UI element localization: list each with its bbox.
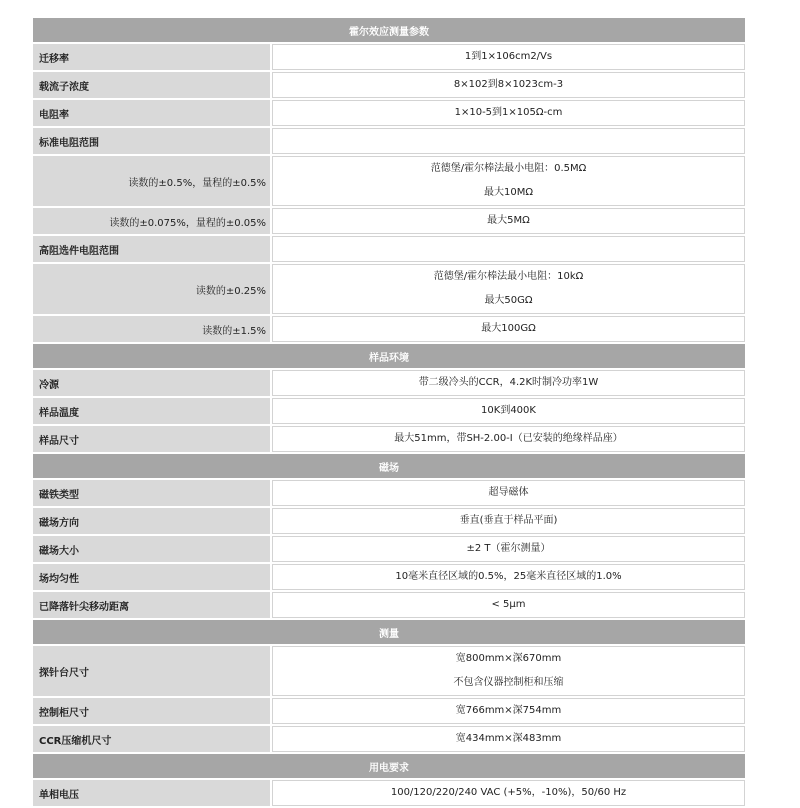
- row-label: 磁场大小: [33, 536, 270, 562]
- value-line: 超导磁体: [488, 487, 529, 498]
- table-row: [33, 398, 745, 424]
- table-row: [33, 370, 745, 396]
- row-label: CCR压缩机尺寸: [33, 726, 270, 752]
- value-line: 最大50GΩ: [484, 295, 533, 306]
- section-header: [33, 18, 745, 42]
- value-line: 范德堡/霍尔棒法最小电阻：10kΩ: [433, 271, 584, 282]
- row-label: 控制柜尺寸: [33, 698, 270, 724]
- value-line: < 5μm: [491, 599, 526, 610]
- section-header: [33, 620, 745, 644]
- value-line: 10K到400K: [481, 405, 536, 416]
- row-label: 迁移率: [33, 44, 270, 70]
- row-label: 冷源: [33, 370, 270, 396]
- value-line: 最大51mm，带SH-2.00-I（已安装的绝缘样品座）: [394, 433, 623, 444]
- section-title: 霍尔效应测量参数: [33, 18, 745, 42]
- row-value: [272, 480, 745, 506]
- table-row: [33, 236, 745, 262]
- value-line: 不包含仪器控制柜和压缩: [453, 677, 564, 688]
- value-line: 垂直(垂直于样品平面): [459, 515, 558, 526]
- value-line: 10毫米直径区域的0.5%，25毫米直径区域的1.0%: [395, 571, 622, 582]
- value-line: 最大10MΩ: [484, 187, 533, 198]
- row-label: 单相电压: [33, 780, 270, 806]
- section-header: [33, 754, 745, 778]
- row-value: [272, 236, 745, 262]
- section-title: 磁场: [33, 454, 745, 478]
- table-row: [33, 646, 745, 696]
- row-label: 样品温度: [33, 398, 270, 424]
- row-value: [272, 316, 745, 342]
- table-row: [33, 726, 745, 752]
- row-value: [272, 698, 745, 724]
- row-value: [272, 564, 745, 590]
- table-row: [33, 264, 745, 314]
- section-title: 样品环境: [33, 344, 745, 368]
- table-row: [33, 208, 745, 234]
- value-line: 8×102到8×1023cm-3: [453, 79, 564, 90]
- row-value: [272, 128, 745, 154]
- value-line: 1到1×106cm2/Vs: [464, 51, 553, 62]
- row-value: [272, 592, 745, 618]
- section-title: 测量: [33, 620, 745, 644]
- value-line: 宽766mm×深754mm: [455, 705, 562, 716]
- table-row: [33, 44, 745, 70]
- row-value: [272, 536, 745, 562]
- table-row: [33, 128, 745, 154]
- section-header: [33, 344, 745, 368]
- value-line: 范德堡/霍尔棒法最小电阻：0.5MΩ: [430, 163, 587, 174]
- row-value: [272, 726, 745, 752]
- row-label: 电阻率: [33, 100, 270, 126]
- section-title: 用电要求: [33, 754, 745, 778]
- row-label: 磁场方向: [33, 508, 270, 534]
- value-line: 宽434mm×深483mm: [455, 733, 562, 744]
- row-value: [272, 370, 745, 396]
- row-value: [272, 44, 745, 70]
- row-sublabel: 读数的±1.5%: [33, 316, 270, 342]
- table-row: [33, 480, 745, 506]
- row-label: 载流子浓度: [33, 72, 270, 98]
- table-row: [33, 72, 745, 98]
- value-line: 最大5MΩ: [487, 215, 530, 226]
- table-row: [33, 592, 745, 618]
- row-label: 场均匀性: [33, 564, 270, 590]
- table-row: [33, 698, 745, 724]
- row-label: 样品尺寸: [33, 426, 270, 452]
- row-value: [272, 100, 745, 126]
- table-row: [33, 536, 745, 562]
- value-line: 宽800mm×深670mm: [455, 653, 562, 664]
- table-row: [33, 426, 745, 452]
- value-line: 带二级冷头的CCR，4.2K时制冷功率1W: [418, 377, 599, 388]
- row-sublabel: 读数的±0.075%，量程的±0.05%: [33, 208, 270, 234]
- table-row: [33, 100, 745, 126]
- row-label: 已降落针尖移动距离: [33, 592, 270, 618]
- row-label: 探针台尺寸: [33, 646, 270, 696]
- row-value: [272, 208, 745, 234]
- table-row: [33, 156, 745, 206]
- row-value: [272, 780, 745, 806]
- table-row: [33, 316, 745, 342]
- row-value: [272, 264, 745, 314]
- row-value: [272, 156, 745, 206]
- table-row: [33, 564, 745, 590]
- row-label: 标准电阻范围: [33, 128, 270, 154]
- row-label: 高阻选件电阻范围: [33, 236, 270, 262]
- value-line: 最大100GΩ: [481, 323, 536, 334]
- row-label: 磁铁类型: [33, 480, 270, 506]
- row-value: [272, 398, 745, 424]
- value-line: 1×10-5到1×105Ω-cm: [454, 107, 563, 118]
- row-value: [272, 508, 745, 534]
- spec-table: [31, 16, 747, 808]
- row-value: [272, 646, 745, 696]
- value-line: 100/120/220/240 VAC (+5%，-10%)，50/60 Hz: [390, 787, 627, 798]
- row-value: [272, 72, 745, 98]
- row-value: [272, 426, 745, 452]
- table-row: [33, 508, 745, 534]
- table-row: [33, 780, 745, 806]
- spec-table-body: [33, 18, 745, 806]
- value-line: ±2 T（霍尔测量）: [466, 543, 551, 554]
- row-sublabel: 读数的±0.25%: [33, 264, 270, 314]
- section-header: [33, 454, 745, 478]
- row-sublabel: 读数的±0.5%，量程的±0.5%: [33, 156, 270, 206]
